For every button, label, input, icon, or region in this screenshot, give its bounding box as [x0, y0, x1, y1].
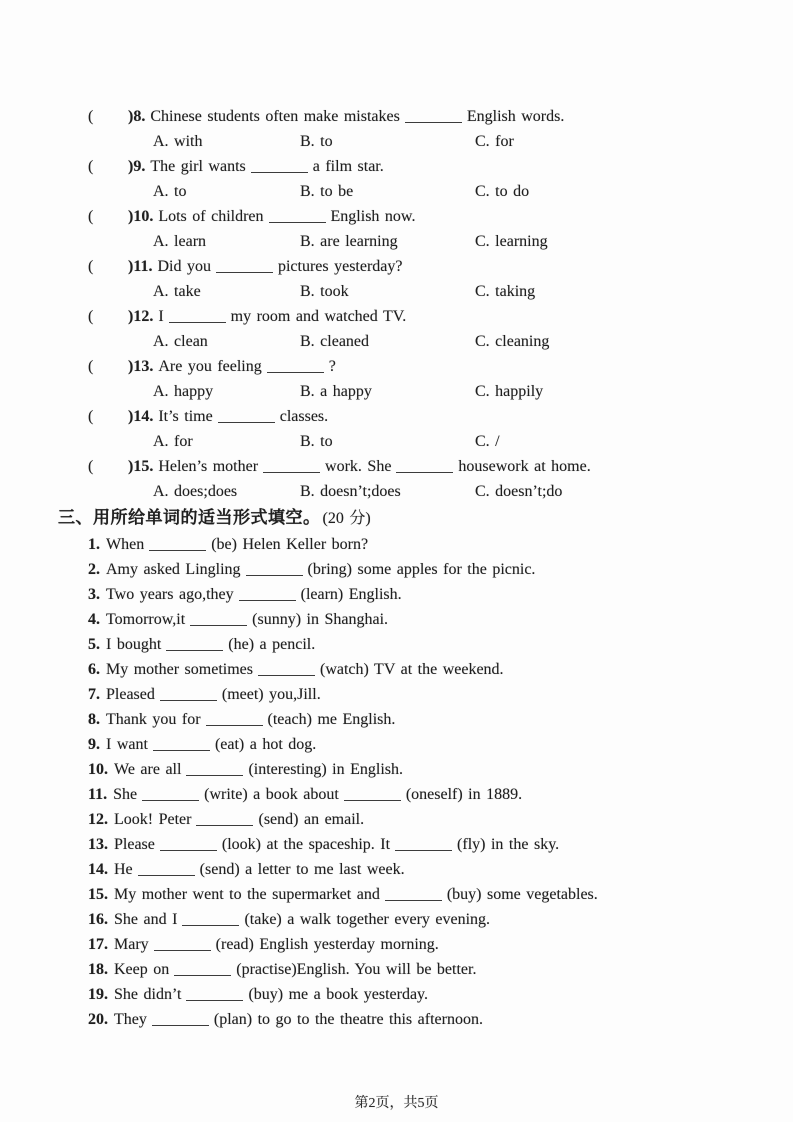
- answer-blank: [152, 1012, 209, 1026]
- item-text: [114, 836, 559, 853]
- mcq-section: [0, 104, 793, 504]
- item-number: 8.: [88, 711, 100, 728]
- item-text: [114, 886, 598, 903]
- item-number: 6.: [88, 661, 100, 678]
- item-text: [106, 661, 504, 678]
- mcq-options-row: [0, 229, 793, 254]
- text-segment: The girl wants: [150, 158, 246, 175]
- answer-blank: [218, 409, 275, 423]
- text-segment: She: [113, 786, 138, 803]
- fill-item-row: [0, 932, 793, 957]
- fill-item-row: [0, 557, 793, 582]
- item-text: [106, 561, 535, 578]
- text-segment: Are you feeling: [158, 358, 262, 375]
- answer-blank: [166, 637, 223, 651]
- fill-item-row: [0, 1007, 793, 1032]
- item-text: [114, 986, 428, 1003]
- item-number: 11.: [88, 786, 108, 803]
- mcq-options-row: [0, 179, 793, 204]
- question-text: [150, 158, 383, 175]
- item-number: 7.: [88, 686, 100, 703]
- option-b: B. are learning: [300, 233, 398, 250]
- mcq-options-row: [0, 479, 793, 504]
- text-segment: I want: [106, 736, 148, 753]
- option-a: A. learn: [153, 233, 207, 250]
- text-segment: He: [114, 861, 133, 878]
- answer-blank: [142, 787, 199, 801]
- item-text: [114, 1011, 483, 1028]
- question-text: [158, 308, 406, 325]
- answer-blank: [251, 159, 308, 173]
- answer-bracket: (: [88, 108, 94, 125]
- fill-item-row: [0, 857, 793, 882]
- option-c: C. for: [475, 133, 514, 150]
- text-segment: When: [106, 536, 145, 553]
- text-segment: (fly) in the sky.: [457, 836, 560, 853]
- item-number: 12.: [88, 811, 108, 828]
- page-footer: 第2页，共5页: [354, 1096, 439, 1111]
- item-number: 16.: [88, 911, 108, 928]
- section-header: [0, 504, 793, 532]
- fill-item-row: [0, 532, 793, 557]
- text-segment: I bought: [106, 636, 162, 653]
- option-a: A. with: [153, 133, 203, 150]
- option-b: B. to be: [300, 183, 354, 200]
- text-segment: She and I: [114, 911, 178, 928]
- fill-item-row: [0, 607, 793, 632]
- text-segment: She didn’t: [114, 986, 182, 1003]
- option-a: A. clean: [153, 333, 208, 350]
- answer-blank: [269, 209, 326, 223]
- mcq-question-row: [0, 154, 793, 179]
- answer-bracket: (: [88, 458, 94, 475]
- text-segment: (meet) you,Jill.: [221, 686, 321, 703]
- text-segment: (interesting) in English.: [248, 761, 403, 778]
- item-number: 19.: [88, 986, 108, 1003]
- answer-blank: [396, 459, 453, 473]
- text-segment: classes.: [279, 408, 329, 425]
- item-number: 5.: [88, 636, 100, 653]
- item-text: [114, 936, 439, 953]
- mcq-options-row: [0, 429, 793, 454]
- text-segment: work. She: [325, 458, 392, 475]
- question-text: [158, 208, 415, 225]
- answer-blank: [206, 712, 263, 726]
- option-b: B. doesn’t;does: [300, 483, 401, 500]
- text-segment: Look! Peter: [114, 811, 192, 828]
- item-number: 4.: [88, 611, 100, 628]
- item-text: [114, 861, 405, 878]
- text-segment: Two years ago,they: [106, 586, 234, 603]
- option-b: B. to: [300, 433, 333, 450]
- fill-item-row: [0, 957, 793, 982]
- text-segment: (watch) TV at the weekend.: [319, 661, 504, 678]
- fill-item-row: [0, 582, 793, 607]
- question-number: )13.: [128, 358, 154, 375]
- answer-bracket: (: [88, 408, 94, 425]
- text-segment: (send) an email.: [258, 811, 365, 828]
- answer-blank: [267, 359, 324, 373]
- option-c: C. to do: [475, 183, 530, 200]
- fill-item-row: [0, 807, 793, 832]
- answer-blank: [216, 259, 273, 273]
- text-segment: English now.: [330, 208, 416, 225]
- answer-blank: [258, 662, 315, 676]
- mcq-question-row: [0, 254, 793, 279]
- option-a: A. take: [153, 283, 201, 300]
- text-segment: (he) a pencil.: [228, 636, 316, 653]
- question-text: [157, 258, 402, 275]
- question-text: [158, 408, 328, 425]
- item-text: [106, 636, 315, 653]
- item-text: [106, 536, 368, 553]
- item-number: 13.: [88, 836, 108, 853]
- mcq-question-row: [0, 404, 793, 429]
- option-c: C. happily: [475, 383, 544, 400]
- fill-item-row: [0, 982, 793, 1007]
- text-segment: Please: [114, 836, 155, 853]
- answer-bracket: (: [88, 308, 94, 325]
- mcq-question-row: [0, 354, 793, 379]
- text-segment: (practise)English. You will be better.: [236, 961, 477, 978]
- item-number: 14.: [88, 861, 108, 878]
- question-number: )12.: [128, 308, 154, 325]
- fill-item-row: [0, 707, 793, 732]
- answer-blank: [239, 587, 296, 601]
- answer-blank: [186, 762, 243, 776]
- fill-item-row: [0, 882, 793, 907]
- text-segment: (teach) me English.: [267, 711, 396, 728]
- answer-blank: [149, 537, 206, 551]
- item-text: [114, 811, 364, 828]
- question-number: )8.: [128, 108, 146, 125]
- answer-blank: [153, 737, 210, 751]
- fill-item-row: [0, 757, 793, 782]
- item-text: [106, 686, 321, 703]
- item-number: 3.: [88, 586, 100, 603]
- answer-blank: [263, 459, 320, 473]
- option-b: B. cleaned: [300, 333, 370, 350]
- text-segment: It’s time: [158, 408, 213, 425]
- item-text: [114, 911, 490, 928]
- item-number: 1.: [88, 536, 100, 553]
- mcq-options-row: [0, 329, 793, 354]
- fill-item-row: [0, 832, 793, 857]
- answer-blank: [395, 837, 452, 851]
- answer-blank: [182, 912, 239, 926]
- text-segment: I: [158, 308, 164, 325]
- answer-bracket: (: [88, 258, 94, 275]
- item-number: 9.: [88, 736, 100, 753]
- fill-item-row: [0, 682, 793, 707]
- text-segment: ?: [328, 358, 336, 375]
- answer-blank: [160, 687, 217, 701]
- answer-blank: [385, 887, 442, 901]
- exam-content: [0, 104, 793, 1032]
- answer-blank: [196, 812, 253, 826]
- text-segment: They: [114, 1011, 147, 1028]
- option-b: B. a happy: [300, 383, 372, 400]
- text-segment: (buy) some vegetables.: [446, 886, 598, 903]
- text-segment: Lots of children: [158, 208, 264, 225]
- text-segment: (read) English yesterday morning.: [215, 936, 439, 953]
- item-text: [106, 611, 388, 628]
- text-segment: (buy) me a book yesterday.: [248, 986, 429, 1003]
- item-text: [106, 711, 395, 728]
- item-text: [114, 961, 476, 978]
- item-number: 2.: [88, 561, 100, 578]
- item-number: 18.: [88, 961, 108, 978]
- fill-item-row: [0, 782, 793, 807]
- text-segment: (eat) a hot dog.: [214, 736, 317, 753]
- answer-blank: [174, 962, 231, 976]
- question-number: )14.: [128, 408, 154, 425]
- text-segment: Tomorrow,it: [106, 611, 186, 628]
- option-b: B. took: [300, 283, 349, 300]
- section-title: 三、用所给单词的适当形式填空。: [58, 508, 321, 527]
- fill-item-row: [0, 632, 793, 657]
- mcq-options-row: [0, 379, 793, 404]
- fill-item-row: [0, 657, 793, 682]
- answer-blank: [160, 837, 217, 851]
- text-segment: (sunny) in Shanghai.: [252, 611, 389, 628]
- mcq-question-row: [0, 454, 793, 479]
- mcq-options-row: [0, 129, 793, 154]
- text-segment: (take) a walk together every evening.: [244, 911, 491, 928]
- fill-section: [0, 532, 793, 1032]
- item-number: 20.: [88, 1011, 108, 1028]
- answer-bracket: (: [88, 358, 94, 375]
- text-segment: a film star.: [312, 158, 384, 175]
- text-segment: Pleased: [106, 686, 155, 703]
- option-b: B. to: [300, 133, 333, 150]
- item-text: [106, 586, 402, 603]
- fill-item-row: [0, 732, 793, 757]
- answer-blank: [138, 862, 195, 876]
- fill-item-row: [0, 907, 793, 932]
- option-c: C. taking: [475, 283, 536, 300]
- text-segment: (send) a letter to me last week.: [199, 861, 405, 878]
- item-text: [106, 736, 316, 753]
- answer-bracket: (: [88, 208, 94, 225]
- question-text: [158, 458, 590, 475]
- text-segment: (learn) English.: [300, 586, 402, 603]
- item-text: [114, 761, 403, 778]
- text-segment: Thank you for: [106, 711, 201, 728]
- answer-bracket: (: [88, 158, 94, 175]
- text-segment: Mary: [114, 936, 149, 953]
- answer-blank: [344, 787, 401, 801]
- text-segment: (write) a book about: [204, 786, 339, 803]
- text-segment: (be) Helen Keller born?: [211, 536, 369, 553]
- question-number: )11.: [128, 258, 153, 275]
- text-segment: housework at home.: [458, 458, 591, 475]
- question-number: )15.: [128, 458, 154, 475]
- mcq-question-row: [0, 204, 793, 229]
- item-text: [113, 786, 522, 803]
- text-segment: Helen’s mother: [158, 458, 259, 475]
- text-segment: (oneself) in 1889.: [405, 786, 523, 803]
- mcq-question-row: [0, 304, 793, 329]
- text-segment: My mother sometimes: [106, 661, 253, 678]
- text-segment: Chinese students often make mistakes: [150, 108, 400, 125]
- option-a: A. to: [153, 183, 187, 200]
- answer-blank: [190, 612, 247, 626]
- answer-blank: [246, 562, 303, 576]
- text-segment: My mother went to the supermarket and: [114, 886, 380, 903]
- mcq-options-row: [0, 279, 793, 304]
- item-number: 10.: [88, 761, 108, 778]
- text-segment: my room and watched TV.: [230, 308, 407, 325]
- item-number: 15.: [88, 886, 108, 903]
- answer-blank: [186, 987, 243, 1001]
- question-number: )9.: [128, 158, 146, 175]
- text-segment: pictures yesterday?: [277, 258, 403, 275]
- answer-blank: [154, 937, 211, 951]
- question-number: )10.: [128, 208, 154, 225]
- mcq-question-row: [0, 104, 793, 129]
- text-segment: We are all: [114, 761, 182, 778]
- option-c: C. learning: [475, 233, 548, 250]
- text-segment: (plan) to go to the theatre this afternoon.: [213, 1011, 483, 1028]
- answer-blank: [169, 309, 226, 323]
- answer-blank: [405, 109, 462, 123]
- question-text: [158, 358, 336, 375]
- option-a: A. happy: [153, 383, 214, 400]
- text-segment: Keep on: [114, 961, 170, 978]
- text-segment: (look) at the spaceship. It: [221, 836, 391, 853]
- option-a: A. for: [153, 433, 193, 450]
- text-segment: Did you: [157, 258, 211, 275]
- option-c: C. cleaning: [475, 333, 550, 350]
- question-text: [150, 108, 564, 125]
- item-number: 17.: [88, 936, 108, 953]
- text-segment: Amy asked Lingling: [106, 561, 241, 578]
- option-a: A. does;does: [153, 483, 238, 500]
- option-c: C. doesn’t;do: [475, 483, 563, 500]
- option-c: C. /: [475, 433, 500, 450]
- section-score: (20 分): [322, 510, 371, 527]
- text-segment: (bring) some apples for the picnic.: [307, 561, 536, 578]
- text-segment: English words.: [466, 108, 565, 125]
